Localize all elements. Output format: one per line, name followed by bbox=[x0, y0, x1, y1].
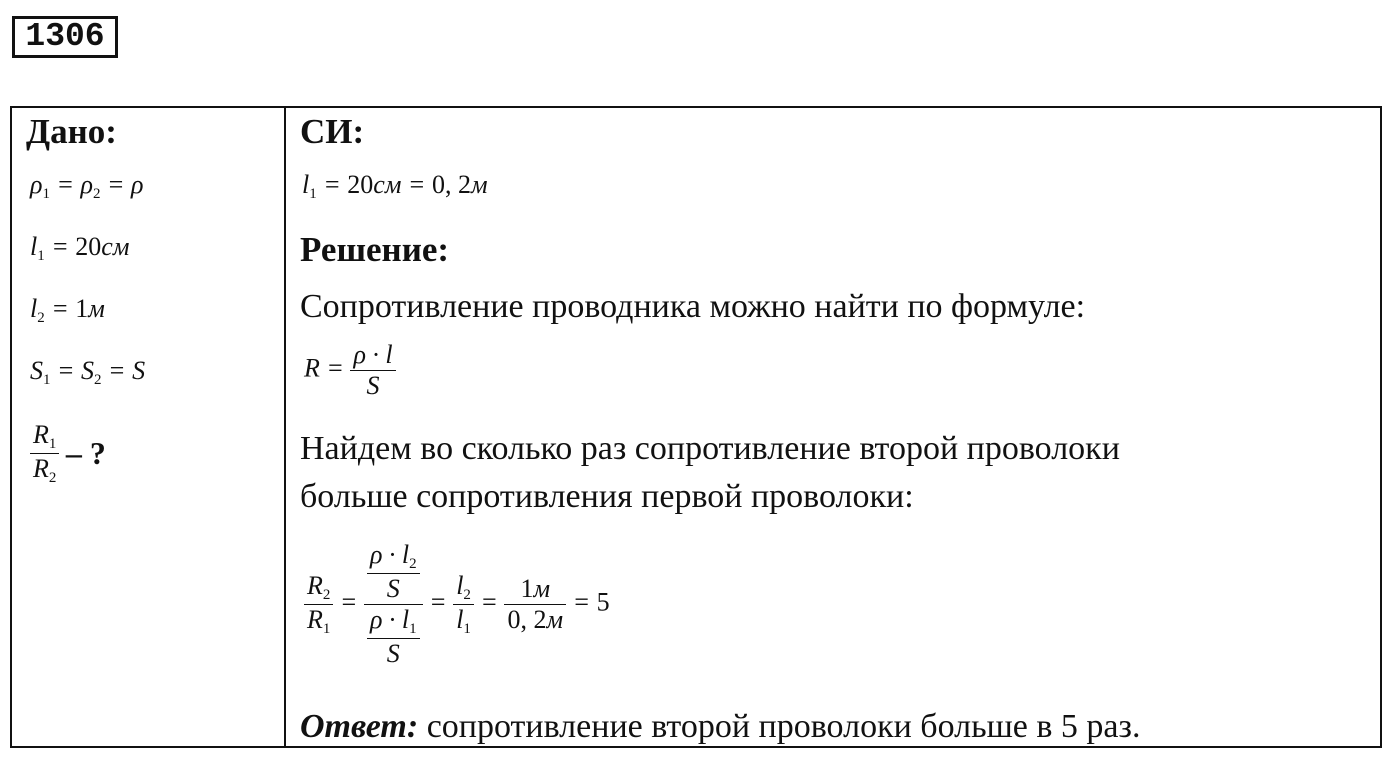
solution-text-1: Сопротивление проводника можно найти по формуле: bbox=[300, 288, 1086, 325]
si-heading: СИ: bbox=[300, 112, 365, 151]
solution-heading: Решение: bbox=[300, 230, 450, 269]
si-conversion: $l_1 = 20см = 0$, 2м bbox=[302, 170, 488, 202]
solution-text-2a: Найдем во сколько раз сопротивление второй проволоки bbox=[300, 430, 1120, 467]
answer-text: сопротивление второй проволоки больше в 5 раз. bbox=[426, 708, 1141, 745]
given-line-l2: $l_2 = 1м$ bbox=[30, 294, 105, 326]
solution-table bbox=[10, 106, 1382, 748]
given-line-rho: $\rho_1 = \rho_2 = \rho$ bbox=[30, 170, 144, 202]
given-heading: Дано: bbox=[26, 112, 117, 151]
solution-text-2b: больше сопротивления первой проволоки: bbox=[300, 478, 914, 515]
column-divider bbox=[284, 106, 286, 748]
problem-number: 1306 bbox=[12, 16, 118, 58]
given-line-l1: $l_1 = 20см$ bbox=[30, 232, 130, 264]
formula-resistance: R = $\frac{\rho \cdot l}{S}$ bbox=[304, 340, 396, 401]
formula-ratio: $\frac{R_2}{R_1}$ = $\frac{\frac{\rho \cdot l_2}{S}}{\frac{\rho \cdot l_1}{S}}$ = $\frac{l_2}{l_1}$ = 1м 0, 2м = 5 bbox=[304, 540, 610, 669]
question-mark: – ? bbox=[65, 435, 106, 471]
answer-label: Ответ: bbox=[300, 708, 419, 745]
given-line-s: $S_1 = S_2 = S$ bbox=[30, 356, 146, 388]
ratio-result: 5 bbox=[596, 587, 610, 617]
answer-line bbox=[300, 708, 1140, 746]
given-question: $\frac{R_1}{R_2}$ – ? bbox=[30, 420, 106, 487]
